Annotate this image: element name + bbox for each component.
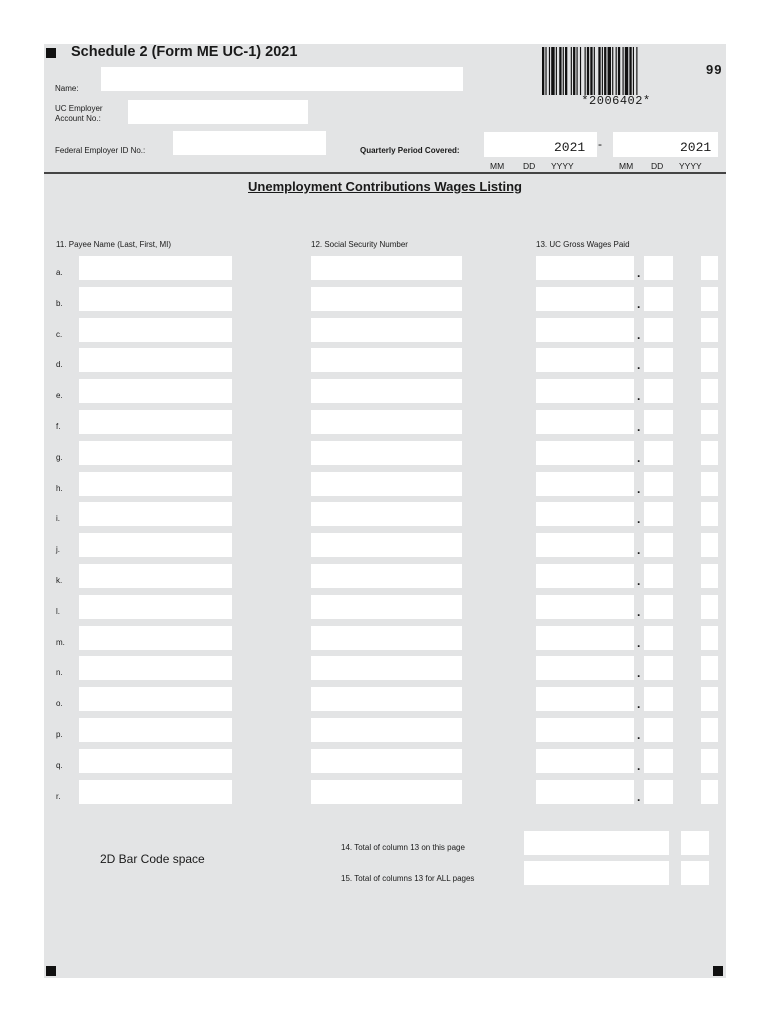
ssn-field[interactable] xyxy=(311,379,462,403)
barcode-bar xyxy=(633,47,634,95)
row-check-field[interactable] xyxy=(701,533,718,557)
payee-name-field[interactable] xyxy=(79,780,232,804)
row-label: k. xyxy=(56,576,63,585)
row-check-field[interactable] xyxy=(701,780,718,804)
row-label: e. xyxy=(56,391,63,400)
wages-cents-field[interactable] xyxy=(644,348,673,372)
wages-dollars-field[interactable] xyxy=(536,564,634,588)
row-label: g. xyxy=(56,453,63,462)
barcode-bar xyxy=(551,47,554,95)
fein-field[interactable] xyxy=(173,131,326,155)
wages-cents-field[interactable] xyxy=(644,687,673,711)
row-label: h. xyxy=(56,484,63,493)
wages-cents-field[interactable] xyxy=(644,379,673,403)
row-label: n. xyxy=(56,668,63,677)
row-check-field[interactable] xyxy=(701,687,718,711)
wages-cents-field[interactable] xyxy=(644,441,673,465)
barcode-bar xyxy=(565,47,567,95)
date-range-dash: - xyxy=(598,137,602,151)
wages-dollars-field[interactable] xyxy=(536,626,634,650)
payee-name-field[interactable] xyxy=(79,749,232,773)
barcode-bar xyxy=(616,47,617,95)
start-dd-label: DD xyxy=(523,161,536,171)
wages-cents-field[interactable] xyxy=(644,287,673,311)
fein-label: Federal Employer ID No.: xyxy=(55,146,146,155)
ssn-field[interactable] xyxy=(311,564,462,588)
barcode-bar xyxy=(598,47,600,95)
wages-dollars-field[interactable] xyxy=(536,379,634,403)
all-pages-total-label: 15. Total of columns 13 for ALL pages xyxy=(341,874,475,883)
wages-cents-field[interactable] xyxy=(644,564,673,588)
wages-dollars-field[interactable] xyxy=(536,718,634,742)
wages-cents-field[interactable] xyxy=(644,656,673,680)
wages-dollars-field[interactable] xyxy=(536,348,634,372)
row-label: b. xyxy=(56,299,63,308)
wages-cents-field[interactable] xyxy=(644,318,673,342)
row-check-field[interactable] xyxy=(701,441,718,465)
wages-dollars-field[interactable] xyxy=(536,533,634,557)
decimal-point: . xyxy=(637,636,641,650)
decimal-point: . xyxy=(637,512,641,526)
decimal-point: . xyxy=(637,574,641,588)
barcode-bar xyxy=(594,47,595,95)
row-label: j. xyxy=(56,545,60,554)
header-rule xyxy=(44,172,726,174)
wages-dollars-field[interactable] xyxy=(536,410,634,434)
barcode-space-label: 2D Bar Code space xyxy=(100,852,205,866)
ssn-field[interactable] xyxy=(311,256,462,280)
barcode-bar xyxy=(636,47,637,95)
row-label: i. xyxy=(56,514,60,523)
wages-dollars-field[interactable] xyxy=(536,656,634,680)
ssn-field[interactable] xyxy=(311,472,462,496)
wages-dollars-field[interactable] xyxy=(536,502,634,526)
barcode-bar xyxy=(542,47,544,95)
wages-dollars-field[interactable] xyxy=(536,780,634,804)
payee-name-field[interactable] xyxy=(79,533,232,557)
ssn-field[interactable] xyxy=(311,718,462,742)
barcode-bar xyxy=(545,47,546,95)
barcode-bar xyxy=(604,47,606,95)
quarter-start-year: 2021 xyxy=(554,140,586,155)
ssn-field[interactable] xyxy=(311,656,462,680)
barcode-bar xyxy=(623,47,624,95)
barcode-bar xyxy=(608,47,611,95)
decimal-point: . xyxy=(637,328,641,342)
barcode-bar xyxy=(602,47,603,95)
row-check-field[interactable] xyxy=(701,749,718,773)
payee-name-field[interactable] xyxy=(79,502,232,526)
ssn-field[interactable] xyxy=(311,626,462,650)
barcode-bar xyxy=(573,47,575,95)
barcode-bar xyxy=(590,47,592,95)
wages-cents-field[interactable] xyxy=(644,410,673,434)
ssn-field[interactable] xyxy=(311,318,462,342)
row-check-field[interactable] xyxy=(701,410,718,434)
wages-dollars-field[interactable] xyxy=(536,256,634,280)
payee-name-field[interactable] xyxy=(79,441,232,465)
wages-dollars-field[interactable] xyxy=(536,287,634,311)
barcode-bar xyxy=(556,47,557,95)
barcode-bar xyxy=(571,47,572,95)
decimal-point: . xyxy=(637,543,641,557)
decimal-point: . xyxy=(637,482,641,496)
listing-title: Unemployment Contributions Wages Listing xyxy=(248,179,522,194)
ssn-field[interactable] xyxy=(311,287,462,311)
page-code: 99 xyxy=(706,62,723,77)
row-label: m. xyxy=(56,638,65,647)
payee-name-field[interactable] xyxy=(79,287,232,311)
wages-dollars-field[interactable] xyxy=(536,441,634,465)
payee-name-field[interactable] xyxy=(79,687,232,711)
payee-name-field[interactable] xyxy=(79,348,232,372)
decimal-point: . xyxy=(637,790,641,804)
row-check-field[interactable] xyxy=(701,626,718,650)
registration-mark-bottom-right xyxy=(713,966,723,976)
wages-cents-field[interactable] xyxy=(644,533,673,557)
row-check-field[interactable] xyxy=(701,379,718,403)
wages-dollars-field[interactable] xyxy=(536,472,634,496)
payee-name-field[interactable] xyxy=(79,656,232,680)
barcode-bar xyxy=(577,47,578,95)
row-label: p. xyxy=(56,730,63,739)
quarter-label: Quarterly Period Covered: xyxy=(360,146,460,155)
name-label: Name: xyxy=(55,84,79,93)
row-label: f. xyxy=(56,422,61,431)
ssn-field[interactable] xyxy=(311,441,462,465)
row-label: c. xyxy=(56,330,63,339)
payee-name-field[interactable] xyxy=(79,318,232,342)
decimal-point: . xyxy=(637,728,641,742)
form-title: Schedule 2 (Form ME UC-1) 2021 xyxy=(71,44,298,60)
payee-name-field[interactable] xyxy=(79,626,232,650)
decimal-point: . xyxy=(637,666,641,680)
page-total-dollars-field[interactable] xyxy=(524,831,669,855)
decimal-point: . xyxy=(637,605,641,619)
uc-account-label-line2: Account No.: xyxy=(55,114,101,123)
col-wages-header: 13. UC Gross Wages Paid xyxy=(536,240,630,249)
quarter-end-year: 2021 xyxy=(680,140,712,155)
barcode-image xyxy=(542,47,690,95)
wages-cents-field[interactable] xyxy=(644,749,673,773)
end-mm-label: MM xyxy=(619,161,634,171)
uc-account-field[interactable] xyxy=(128,100,308,124)
page-total-label: 14. Total of column 13 on this page xyxy=(341,843,465,852)
row-label: d. xyxy=(56,360,63,369)
decimal-point: . xyxy=(637,297,641,311)
row-label: l. xyxy=(56,607,60,616)
start-yyyy-label: YYYY xyxy=(551,161,574,171)
decimal-point: . xyxy=(637,697,641,711)
wages-dollars-field[interactable] xyxy=(536,687,634,711)
row-check-field[interactable] xyxy=(701,564,718,588)
barcode-bar xyxy=(585,47,586,95)
barcode-bar xyxy=(618,47,620,95)
row-check-field[interactable] xyxy=(701,656,718,680)
ssn-field[interactable] xyxy=(311,348,462,372)
wages-cents-field[interactable] xyxy=(644,718,673,742)
row-check-field[interactable] xyxy=(701,256,718,280)
decimal-point: . xyxy=(637,389,641,403)
ssn-field[interactable] xyxy=(311,502,462,526)
decimal-point: . xyxy=(637,358,641,372)
row-label: r. xyxy=(56,792,61,801)
registration-mark-bottom-left xyxy=(46,966,56,976)
ssn-field[interactable] xyxy=(311,780,462,804)
decimal-point: . xyxy=(637,420,641,434)
barcode-bar xyxy=(587,47,589,95)
ssn-field[interactable] xyxy=(311,533,462,557)
name-field[interactable] xyxy=(101,67,463,91)
row-check-field[interactable] xyxy=(701,318,718,342)
page-total-cents-field[interactable] xyxy=(681,831,709,855)
row-check-field[interactable] xyxy=(701,595,718,619)
wages-dollars-field[interactable] xyxy=(536,749,634,773)
payee-name-field[interactable] xyxy=(79,564,232,588)
wages-dollars-field[interactable] xyxy=(536,318,634,342)
wages-cents-field[interactable] xyxy=(644,595,673,619)
ssn-field[interactable] xyxy=(311,410,462,434)
payee-name-field[interactable] xyxy=(79,718,232,742)
barcode-bar xyxy=(612,47,613,95)
payee-name-field[interactable] xyxy=(79,595,232,619)
barcode-bar xyxy=(563,47,564,95)
uc-account-label-line1: UC Employer xyxy=(55,104,103,113)
barcode-bar xyxy=(559,47,561,95)
wages-cents-field[interactable] xyxy=(644,780,673,804)
wages-cents-field[interactable] xyxy=(644,472,673,496)
row-check-field[interactable] xyxy=(701,348,718,372)
row-label: q. xyxy=(56,761,63,770)
decimal-point: . xyxy=(637,759,641,773)
all-pages-total-dollars-field[interactable] xyxy=(524,861,669,885)
payee-name-field[interactable] xyxy=(79,256,232,280)
ssn-field[interactable] xyxy=(311,595,462,619)
end-dd-label: DD xyxy=(651,161,664,171)
ssn-field[interactable] xyxy=(311,749,462,773)
payee-name-field[interactable] xyxy=(79,379,232,403)
row-check-field[interactable] xyxy=(701,472,718,496)
barcode-bar xyxy=(629,47,631,95)
row-label: o. xyxy=(56,699,63,708)
row-label: a. xyxy=(56,268,63,277)
wages-cents-field[interactable] xyxy=(644,502,673,526)
payee-name-field[interactable] xyxy=(79,410,232,434)
col-payee-header: 11. Payee Name (Last, First, MI) xyxy=(56,240,171,249)
row-check-field[interactable] xyxy=(701,718,718,742)
decimal-point: . xyxy=(637,266,641,280)
barcode-bar xyxy=(625,47,628,95)
end-yyyy-label: YYYY xyxy=(679,161,702,171)
col-ssn-header: 12. Social Security Number xyxy=(311,240,408,249)
barcode-bar xyxy=(549,47,550,95)
listing-title-wrap xyxy=(0,178,770,196)
wages-dollars-field[interactable] xyxy=(536,595,634,619)
wages-cents-field[interactable] xyxy=(644,256,673,280)
registration-mark-top xyxy=(46,48,56,58)
wages-cents-field[interactable] xyxy=(644,626,673,650)
row-check-field[interactable] xyxy=(701,287,718,311)
payee-name-field[interactable] xyxy=(79,472,232,496)
barcode-text: *2006402* xyxy=(581,94,651,108)
barcode-bar xyxy=(580,47,581,95)
all-pages-total-cents-field[interactable] xyxy=(681,861,709,885)
start-mm-label: MM xyxy=(490,161,505,171)
row-check-field[interactable] xyxy=(701,502,718,526)
ssn-field[interactable] xyxy=(311,687,462,711)
decimal-point: . xyxy=(637,451,641,465)
